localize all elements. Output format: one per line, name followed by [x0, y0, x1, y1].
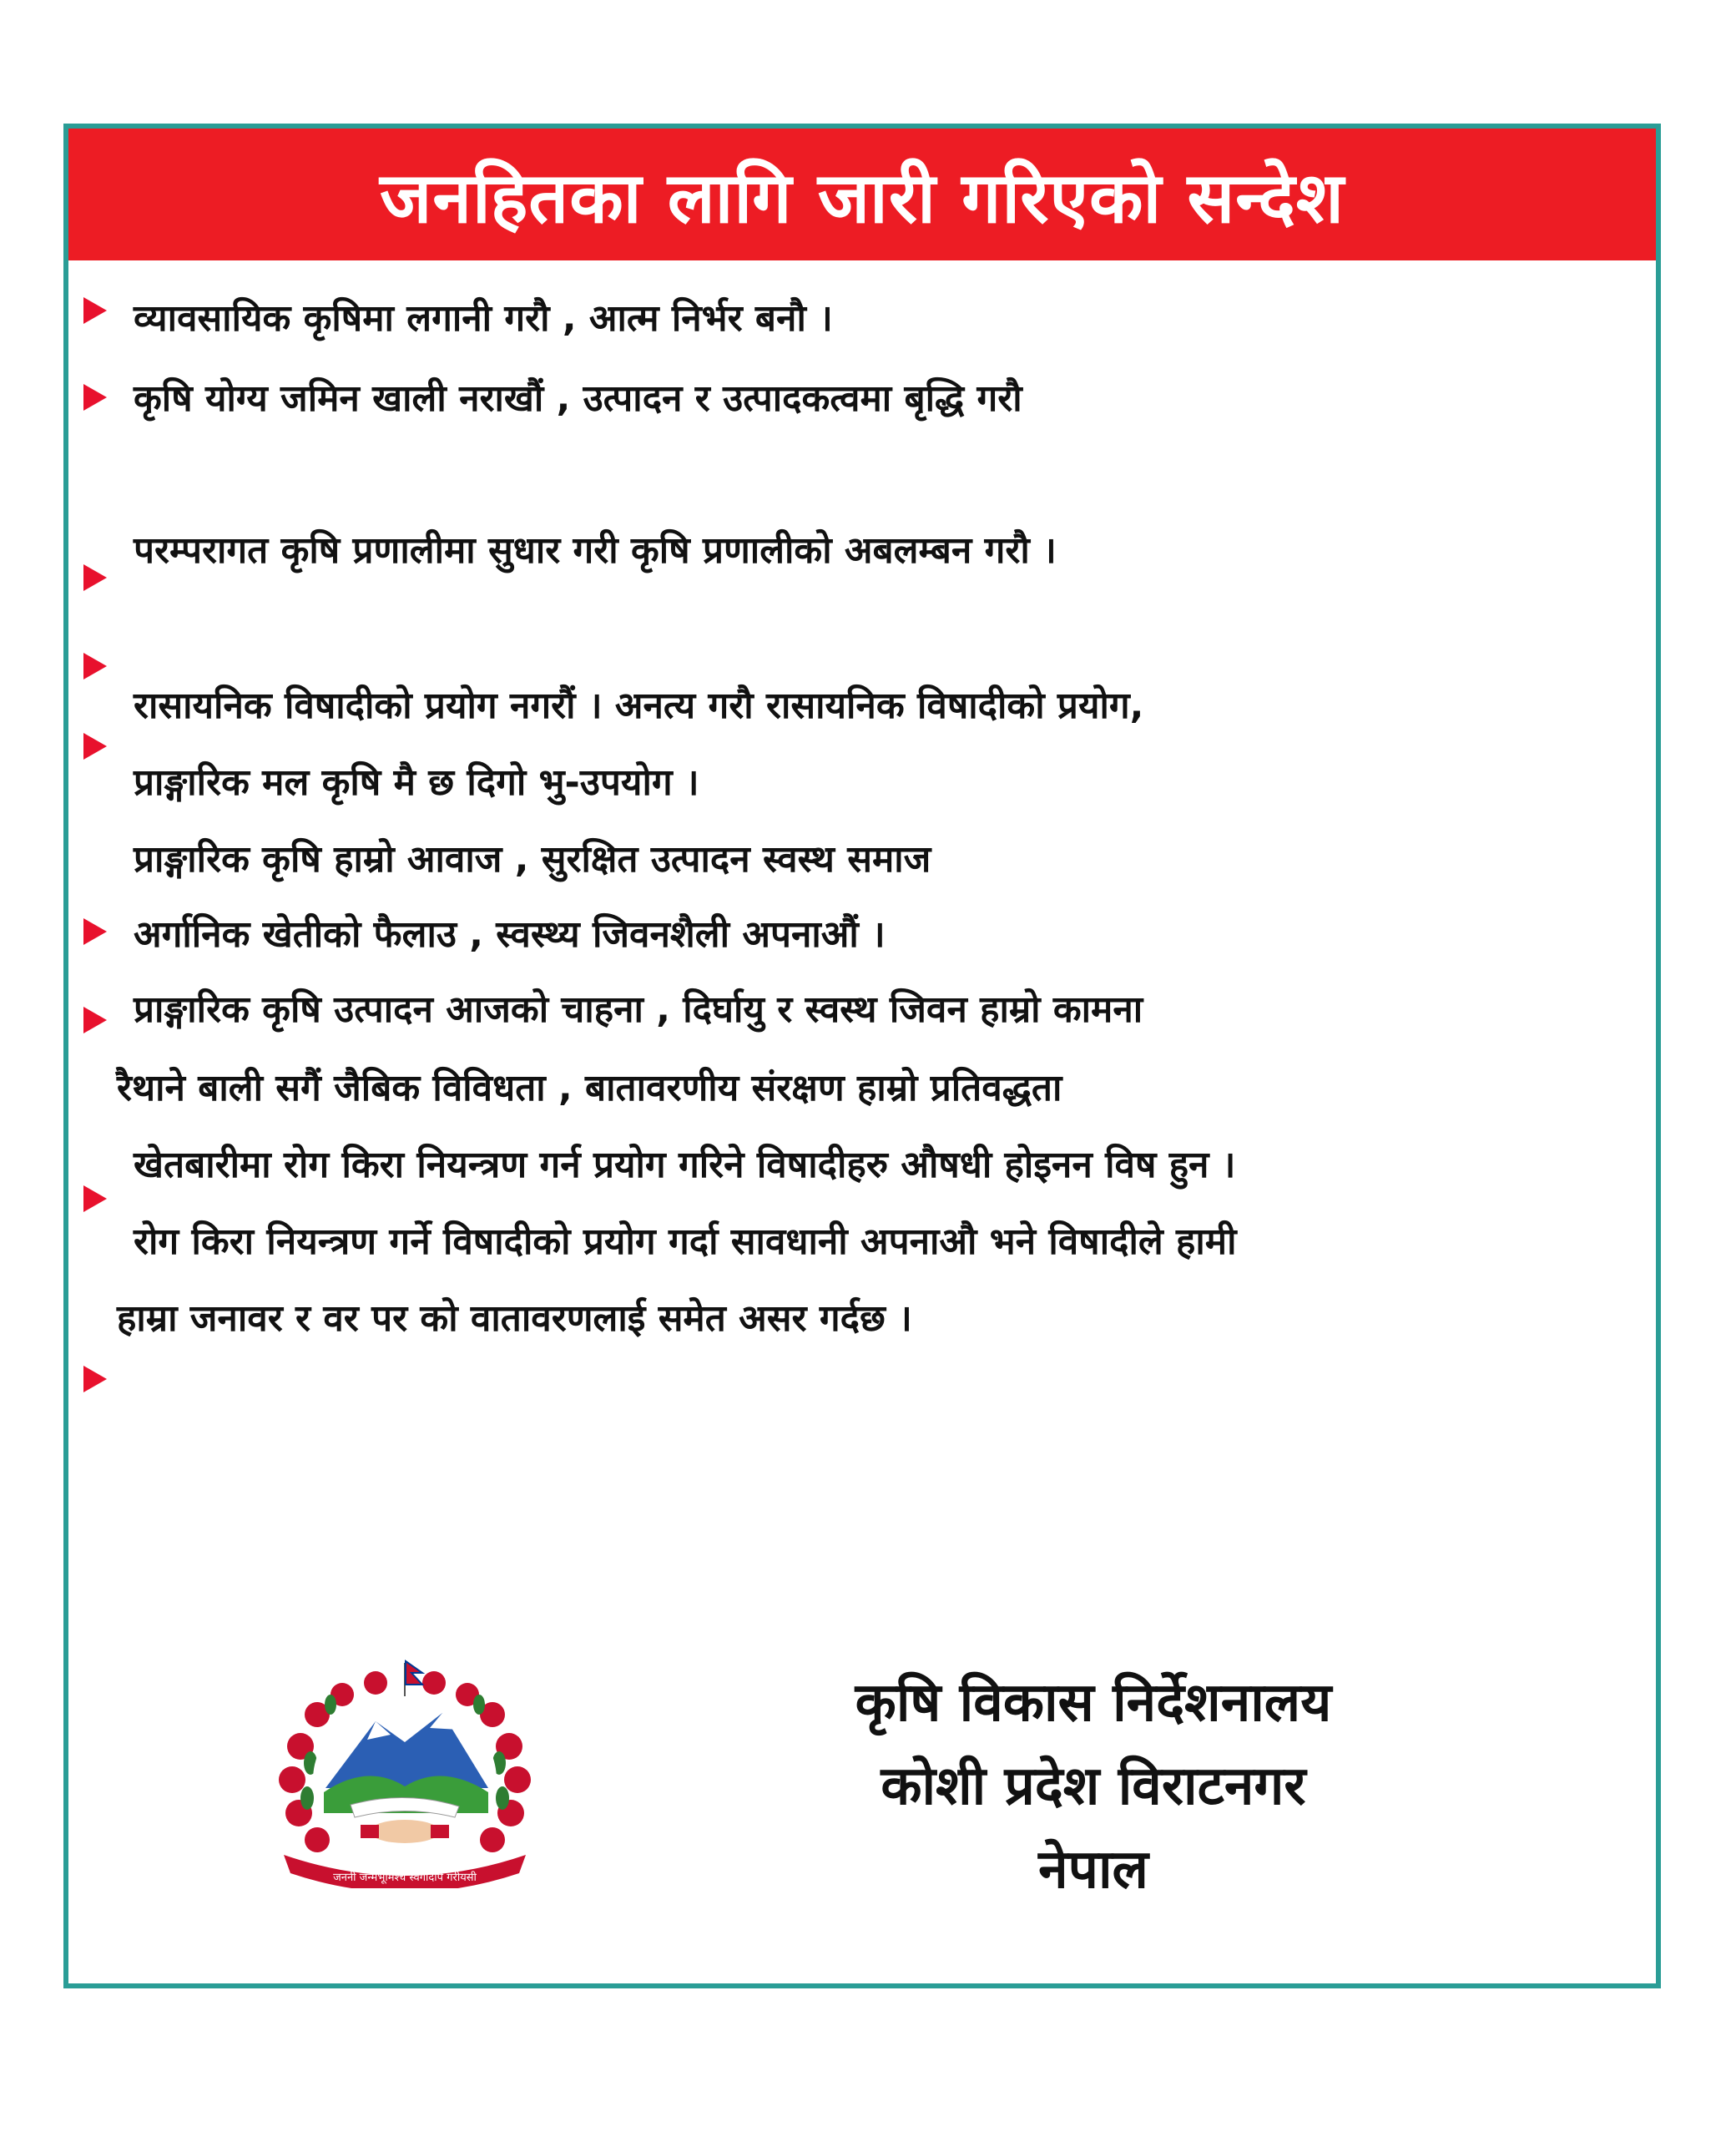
notice-line: प्राङ्गारिक कृषि उत्पादन आजको चाहना , दिर्घायु र स्वस्थ जिवन हाम्रो कामना	[134, 988, 1143, 1031]
notice-line: रैथाने बाली सगैं जैबिक विविधता , बातावरणीय संरक्षण हाम्रो प्रतिवद्धता	[117, 1067, 1062, 1109]
notice-line: प्राङ्गारिक मल कृषि मै छ दिगो भु-उपयोग ।	[134, 761, 699, 804]
notice-line: कृषि योग्य जमिन खाली नराखौं , उत्पादन र उत्पादकत्वमा बृद्धि गरौ	[134, 377, 1022, 420]
notice-line: प्राङ्गारिक कृषि हाम्रो आवाज , सुरक्षित उत्पादन स्वस्थ समाज	[134, 838, 931, 881]
title-banner	[68, 129, 1656, 260]
notice-line: रासायनिक विषादीको प्रयोग नगरौं । अनत्य गरौ रासायनिक विषादीको प्रयोग,	[134, 685, 1144, 727]
notice-line: रोग किरा नियन्त्रण गर्ने विषादीको प्रयोग गर्दा सावधानी अपनाऔ भने विषादीले हामी	[134, 1220, 1237, 1263]
notice-line: हाम्रा जनावर र वर पर को वातावरणलाई समेत असर गर्दछ ।	[117, 1297, 912, 1340]
notice-line: खेतबारीमा रोग किरा नियन्त्रण गर्न प्रयोग गरिने विषादीहरु औषधी होइनन विष हुन ।	[134, 1144, 1236, 1186]
bullet-arrow-icon	[83, 1366, 107, 1392]
bullet-arrow-icon	[83, 297, 107, 324]
bullet-arrow-icon	[83, 384, 107, 411]
country-name: नेपाल	[1038, 1839, 1148, 1901]
bullet-arrow-icon	[83, 1007, 107, 1033]
notice-title: जनहितका लागि जारी गरिएको सन्देश	[380, 156, 1345, 239]
nepal-coat-of-arms-icon	[250, 1646, 559, 1888]
office-name: कृषि विकास निर्देशनालय	[855, 1672, 1332, 1734]
bullet-arrow-icon	[83, 733, 107, 760]
office-location: कोशी प्रदेश विराटनगर	[881, 1756, 1306, 1817]
bullet-arrow-icon	[83, 564, 107, 591]
notice-line: परम्परागत कृषि प्रणालीमा सुधार गरी कृषि प्रणालीको अबलम्बन गरौ ।	[134, 529, 1057, 572]
notice-line: व्यावसायिक कृषिमा लगानी गरौ , आत्म निर्भर बनौ ।	[134, 297, 833, 340]
notice-line: अर्गानिक खेतीको फैलाउ , स्वस्थ्य जिवनशैली अपनाऔं ।	[134, 913, 886, 956]
bullet-arrow-icon	[83, 653, 107, 679]
nepal-emblem	[250, 1646, 559, 1888]
bullet-arrow-icon	[83, 1185, 107, 1212]
emblem-motto: जननी जन्मभूमिश्च स्वर्गादपि गरीयसी	[333, 1872, 477, 1884]
signature-block	[751, 1661, 1436, 1912]
bullet-arrow-icon	[83, 918, 107, 945]
